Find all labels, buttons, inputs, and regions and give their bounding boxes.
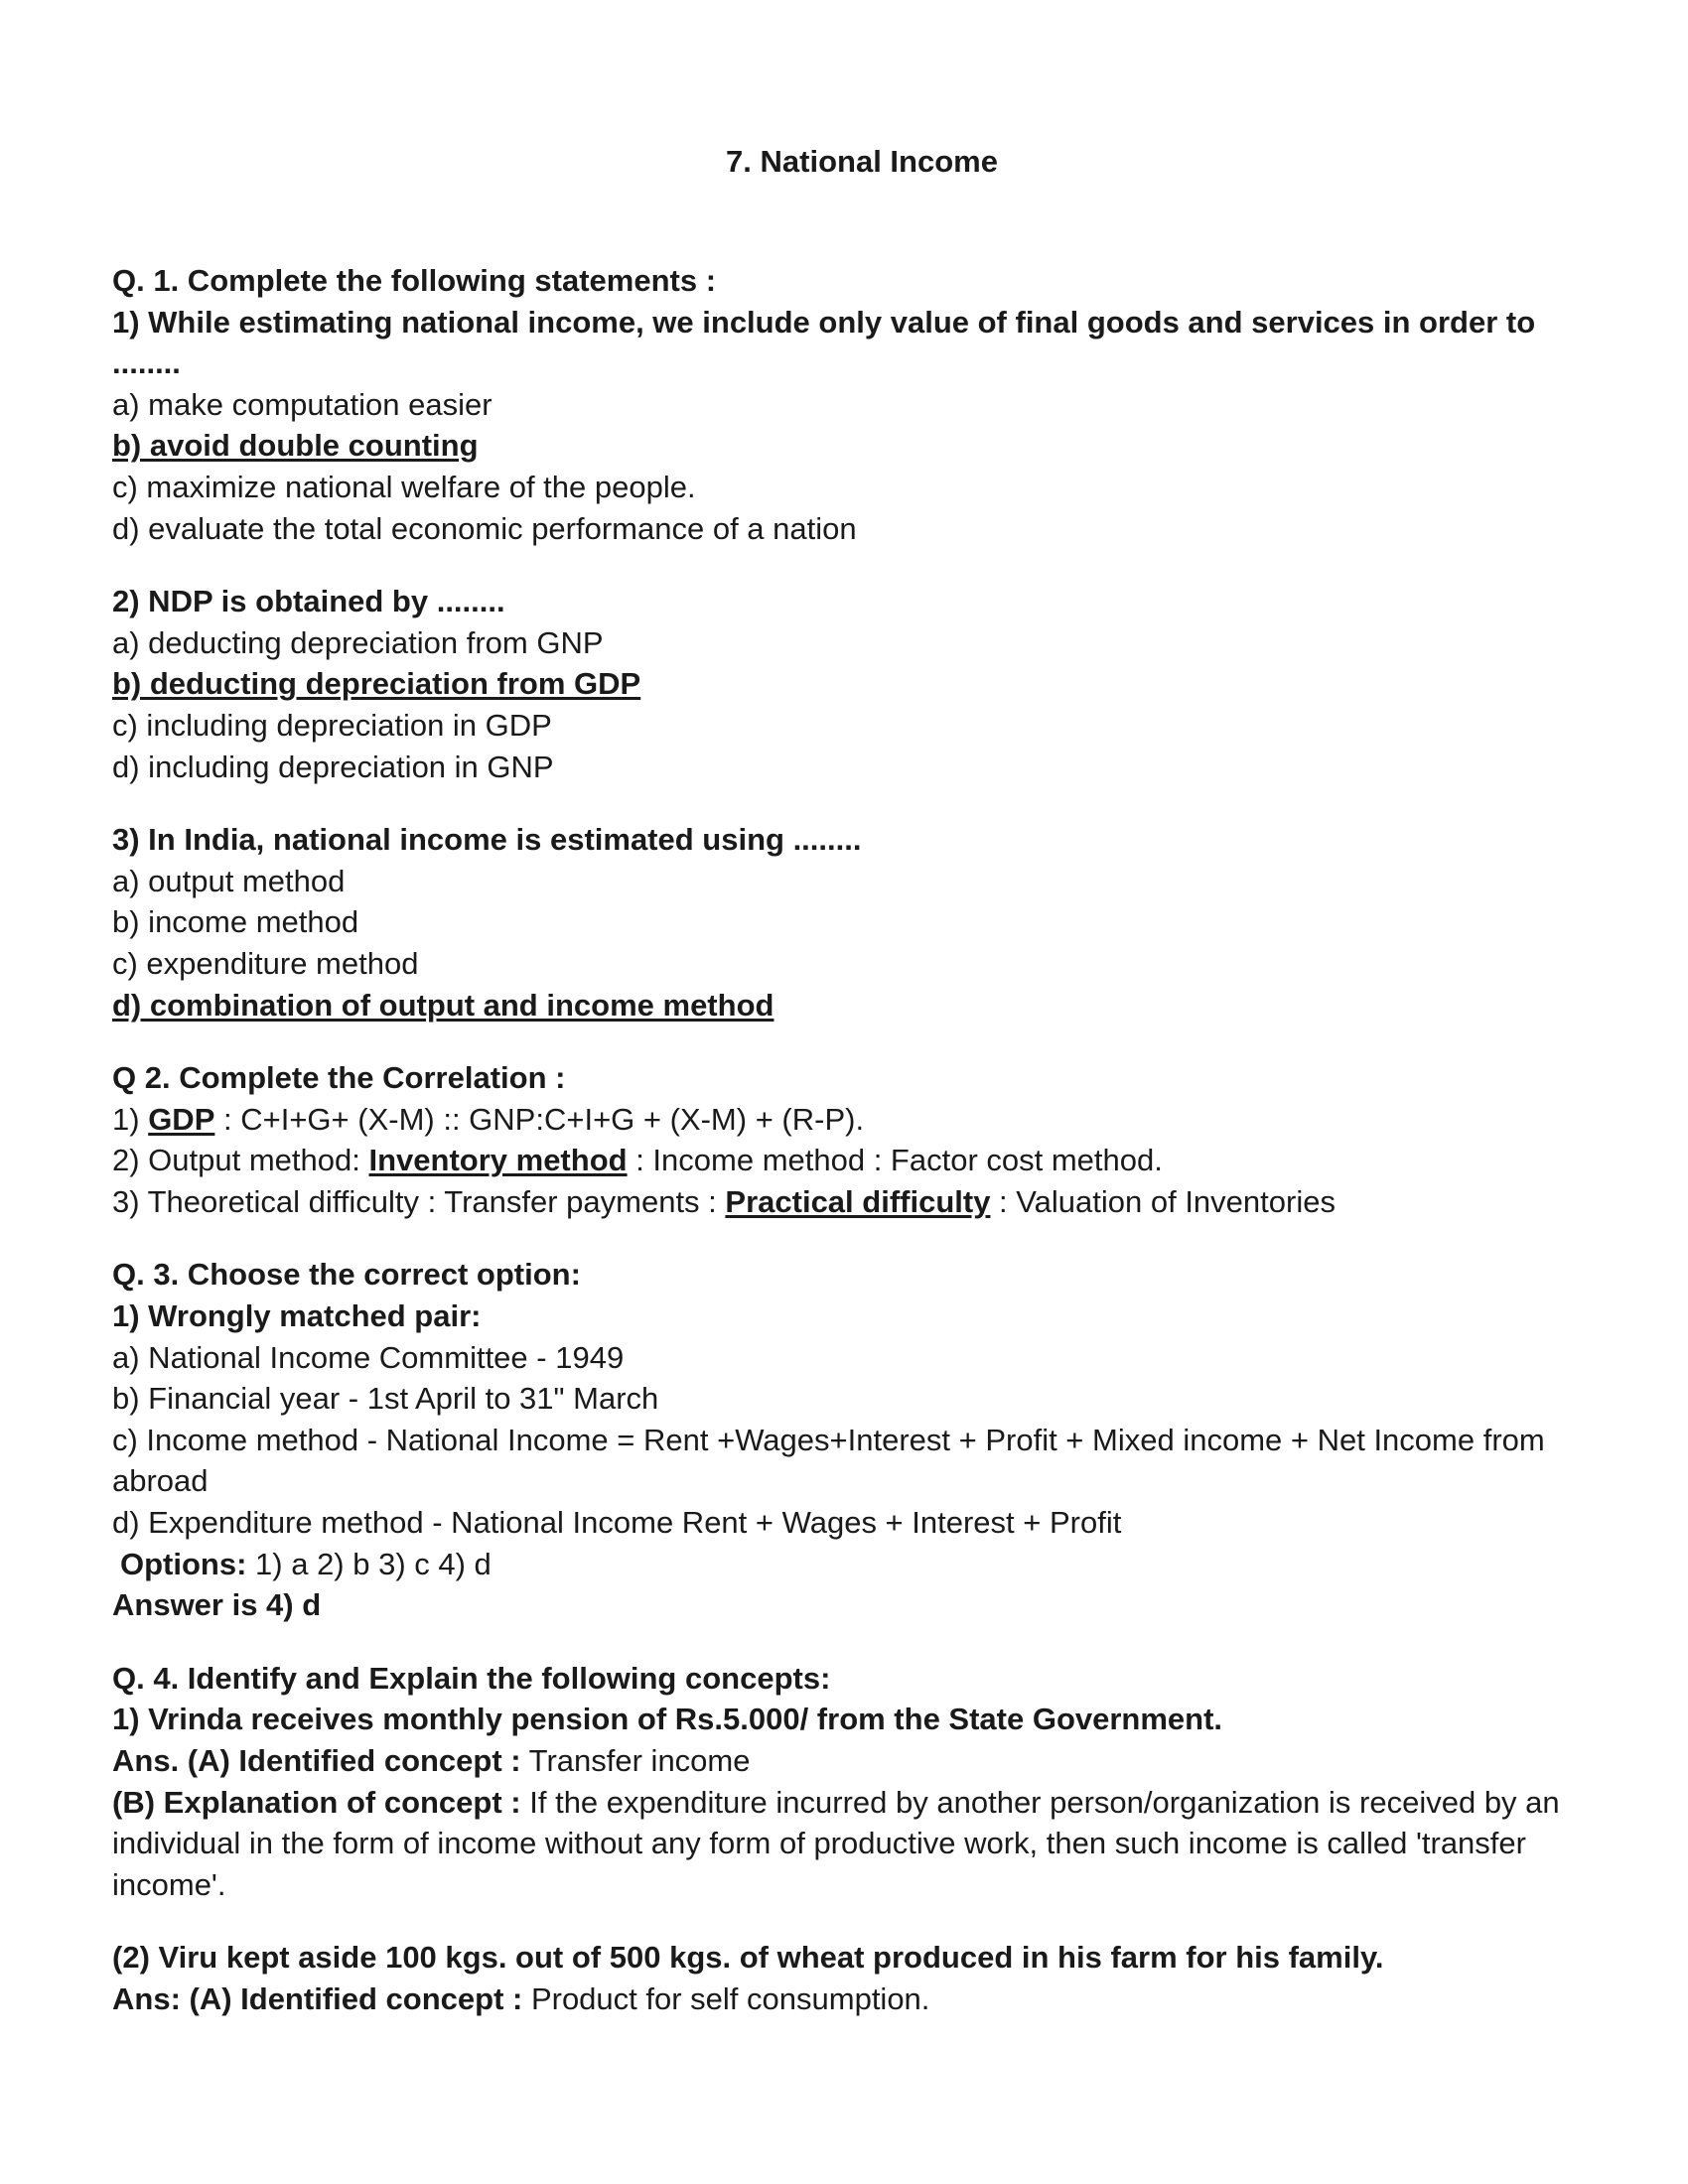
q1-item1-option-a: a) make computation easier	[112, 386, 492, 422]
q3-subheading: 1) Wrongly matched pair:	[112, 1298, 482, 1334]
q4-item2-question: (2) Viru kept aside 100 kgs. out of 500 kgs. of wheat produced in his farm for his family.	[112, 1940, 1384, 1976]
q2-heading: Q 2. Complete the Correlation :	[112, 1060, 566, 1096]
q1-item3-question: 3) In India, national income is estimated using ........	[112, 822, 862, 858]
q2-line2-prefix: 2) Output method:	[112, 1143, 369, 1178]
q4-item1-ans-label: Ans. (A) Identified concept :	[112, 1743, 521, 1778]
q1-item2-question: 2) NDP is obtained by ........	[112, 584, 505, 619]
page	[112, 0, 1582, 2184]
q2-correlation-3	[112, 1181, 1582, 1223]
q4-item1-question: 1) Vrinda receives monthly pension of Rs.5.000/ from the State Government.	[112, 1702, 1223, 1737]
q4-item1-explanation	[112, 1782, 1582, 1906]
q1-item3-option-c: c) expenditure method	[112, 945, 419, 981]
q1-item3-option-d-correct: d) combination of output and income method	[112, 987, 774, 1023]
q4-item1-expl-text: If the expenditure incurred by another person/organization is received by an individual in the form of income without any form of productive work, then such income is called 'transfer income'.	[112, 1784, 1560, 1902]
page-title: 7. National Income	[726, 144, 998, 179]
q4-item1-ans-text: Transfer income	[520, 1743, 751, 1778]
q2-line3-answer: Practical difficulty	[725, 1183, 991, 1219]
q3-pair-a: a) National Income Committee - 1949	[112, 1339, 625, 1375]
q4-item2-ans-text: Product for self consumption.	[522, 1980, 930, 2016]
q1-item1-option-c: c) maximize national welfare of the people.	[112, 469, 696, 504]
q1-item2-option-b-correct: b) deducting depreciation from GDP	[112, 666, 641, 702]
q2-line1-answer: GDP	[148, 1101, 215, 1137]
q3-options-label: Options:	[120, 1546, 247, 1581]
q4-item2-answer	[112, 1979, 1582, 2020]
q1-item1-question: 1) While estimating national income, we include only value of final goods and services in order to ........	[112, 304, 1536, 381]
q2-line2-rest: : Income method : Factor cost method.	[627, 1143, 1163, 1178]
q2-correlation-2	[112, 1140, 1582, 1181]
q2-line3-prefix: 3) Theoretical difficulty : Transfer payments :	[112, 1183, 726, 1219]
q1-item2-option-a: a) deducting depreciation from GNP	[112, 624, 604, 660]
q3-answer: Answer is 4) d	[112, 1587, 322, 1623]
q1-heading: Q. 1. Complete the following statements :	[112, 263, 717, 298]
q1-item3-option-a: a) output method	[112, 863, 346, 898]
q1-item2-option-d: d) including depreciation in GNP	[112, 749, 554, 784]
q2-line1-prefix: 1)	[112, 1101, 149, 1137]
q1-item1-option-b-correct: b) avoid double counting	[112, 428, 479, 464]
q1-item2-option-c: c) including depreciation in GDP	[112, 707, 552, 743]
q2-correlation-1	[112, 1099, 1582, 1141]
q3-pair-b: b) Financial year - 1st April to 31" March	[112, 1381, 659, 1417]
content	[112, 260, 1582, 2020]
q4-item2-ans-label: Ans: (A) Identified concept :	[112, 1980, 523, 2016]
q4-item1-answer	[112, 1740, 1582, 1782]
q2-line1-rest: : C+I+G+ (X-M) :: GNP:C+I+G + (X-M) + (R-P).	[214, 1101, 865, 1137]
q2-line2-answer: Inventory method	[368, 1143, 628, 1178]
q4-item1-expl-label: (B) Explanation of concept :	[112, 1784, 521, 1820]
q2-line3-rest: : Valuation of Inventories	[990, 1183, 1336, 1219]
q3-options	[112, 1544, 1582, 1585]
q4-heading: Q. 4. Identify and Explain the following concepts:	[112, 1660, 831, 1696]
q1-item1-option-d: d) evaluate the total economic performance of a nation	[112, 510, 857, 546]
q3-heading: Q. 3. Choose the correct option:	[112, 1257, 581, 1293]
q3-pair-d: d) Expenditure method - National Income Rent + Wages + Interest + Profit	[112, 1505, 1122, 1541]
q3-options-text: 1) a 2) b 3) c 4) d	[246, 1546, 492, 1581]
q1-item3-option-b: b) income method	[112, 904, 359, 940]
q3-pair-c: c) Income method - National Income = Rent +Wages+Interest + Profit + Mixed income + Net Income from abroad	[112, 1422, 1545, 1499]
